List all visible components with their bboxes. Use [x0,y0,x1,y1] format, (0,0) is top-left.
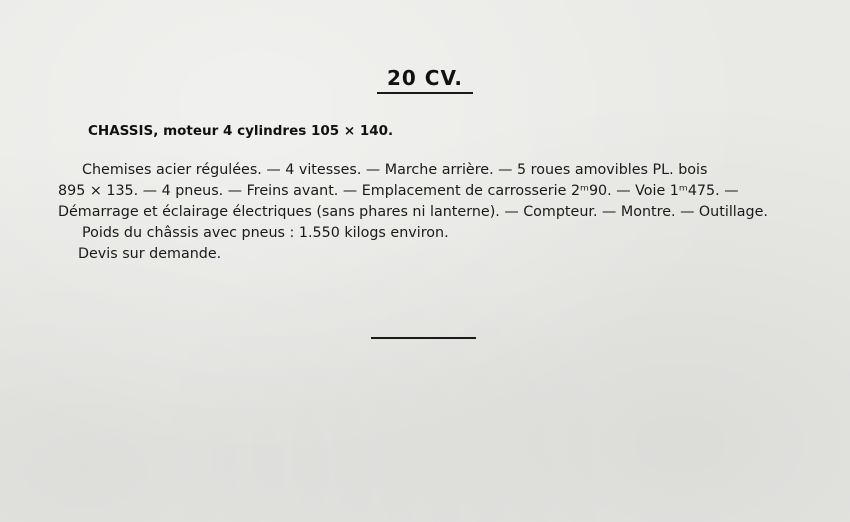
page-title: 20 CV. [387,66,463,90]
spec-line-1 [58,160,793,181]
weight-line [58,223,793,244]
weight-text: Poids du châssis avec pneus : 1.550 kilogs environ. [82,225,449,241]
closing-rule [371,337,476,339]
spec-line-1-text: Chemises acier régulées. — 4 vitesses. — Marche arrière. — 5 roues amovibles PL. bois [82,162,708,178]
specification-block [58,160,793,265]
spec-line-3 [58,202,793,223]
spec-line-2-text: 895 × 135. — 4 pneus. — Freins avant. — Emplacement de carrosserie 2ᵐ90. — Voie 1ᵐ475. — [58,183,739,199]
spec-line-3-text: Démarrage et éclairage électriques (sans phares ni lanterne). — Compteur. — Montre. — Outillage. [58,204,768,220]
title-underline [377,92,473,94]
quote-line [58,244,793,265]
chassis-heading: CHASSIS, moteur 4 cylindres 105 × 140. [88,123,394,139]
spec-line-2 [58,181,793,202]
quote-text: Devis sur demande. [78,246,222,262]
